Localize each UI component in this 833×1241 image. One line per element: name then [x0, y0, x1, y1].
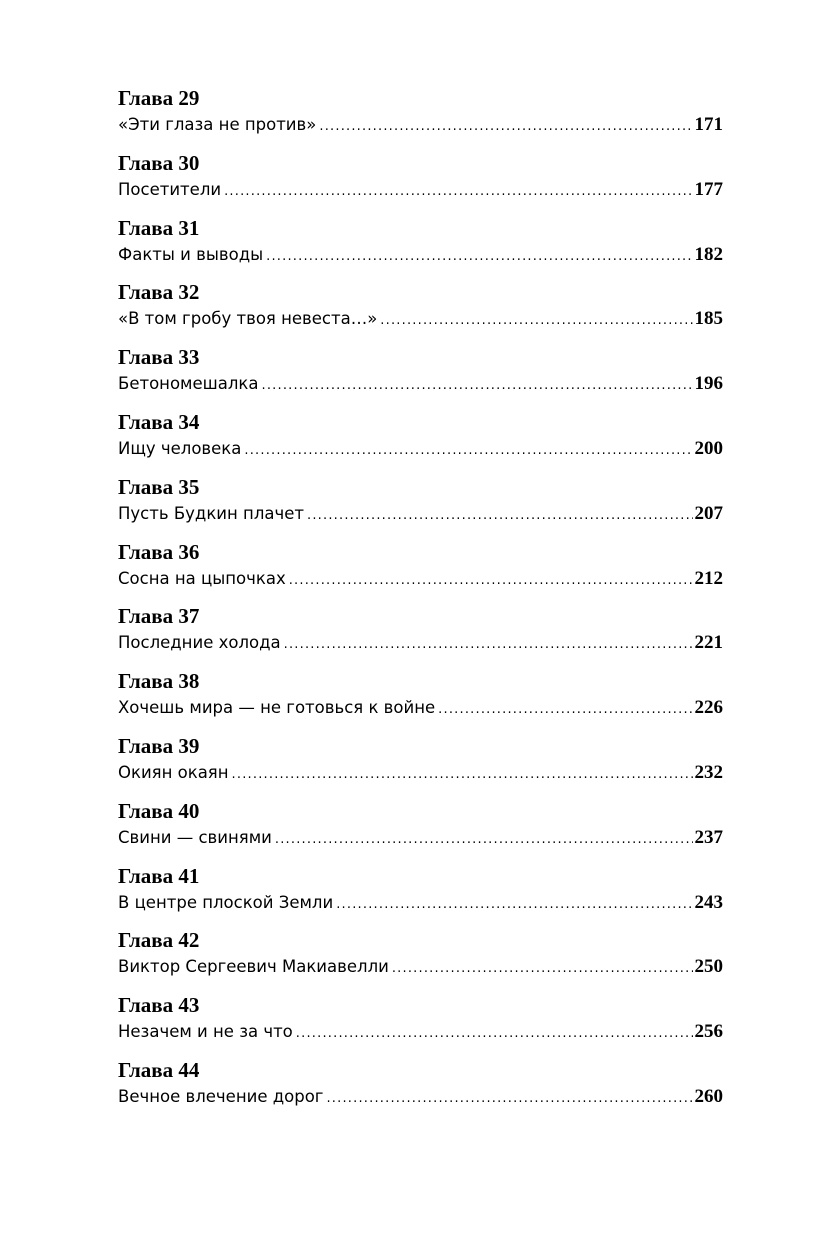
dot-leader [266, 244, 692, 270]
page-number: 250 [694, 956, 723, 978]
dot-leader [326, 1086, 692, 1112]
chapter-title: Хочешь мира — не готовься к войне [118, 698, 436, 718]
toc-line [118, 177, 723, 203]
page-number: 171 [694, 114, 723, 135]
chapter-title: Виктор Сергеевич Макиавелли [118, 957, 389, 977]
toc-entry [118, 473, 723, 538]
toc-entry [118, 408, 723, 473]
toc-line [118, 436, 723, 462]
toc-entry [118, 667, 723, 732]
toc-entry [118, 149, 723, 214]
chapter-heading: Глава 44 [118, 1057, 200, 1082]
toc-line [118, 112, 723, 138]
toc-line [118, 630, 723, 656]
toc-line [118, 760, 723, 786]
dot-leader [336, 892, 692, 918]
toc-entry [118, 862, 723, 927]
chapter-heading: Глава 34 [118, 409, 200, 434]
toc-entry [118, 278, 723, 343]
page-number: 207 [694, 502, 723, 524]
dot-leader [284, 632, 693, 658]
page-number: 237 [694, 826, 723, 848]
chapter-heading: Глава 40 [118, 798, 200, 823]
chapter-title: Последние холода [118, 633, 281, 653]
chapter-heading: Глава 43 [118, 993, 200, 1018]
chapter-heading: Глава 30 [118, 150, 200, 175]
chapter-heading: Глава 32 [118, 280, 200, 305]
toc-entry [118, 602, 723, 667]
chapter-title: Незачем и не за что [118, 1022, 293, 1042]
toc-line [118, 501, 723, 527]
chapter-title: Окиян окаян [118, 762, 229, 782]
chapter-title: Посетители [118, 179, 222, 199]
chapter-heading: Глава 36 [118, 539, 200, 564]
page-number: 243 [694, 891, 723, 913]
toc-entry [118, 991, 723, 1056]
chapter-heading: Глава 41 [118, 863, 200, 888]
dot-leader [224, 179, 692, 205]
dot-leader [232, 762, 693, 788]
dot-leader [289, 568, 693, 594]
chapter-heading: Глава 35 [118, 474, 200, 499]
chapter-heading: Глава 42 [118, 928, 200, 953]
page-number: 196 [694, 373, 723, 395]
dot-leader [319, 114, 692, 140]
chapter-heading: Глава 39 [118, 733, 200, 758]
page-number: 200 [694, 437, 723, 459]
page-number: 256 [694, 1021, 723, 1043]
toc-line [118, 1084, 723, 1110]
toc-line [118, 954, 723, 980]
chapter-title: Пусть Будкин плачет [118, 503, 304, 523]
toc-line [118, 306, 723, 332]
toc-line [118, 371, 723, 397]
chapter-heading: Глава 31 [118, 215, 200, 240]
dot-leader [380, 308, 692, 334]
table-of-contents [118, 84, 723, 1121]
toc-line [118, 1019, 723, 1045]
chapter-title: Ищу человека [118, 438, 242, 458]
page-number: 212 [694, 567, 723, 589]
dot-leader [244, 438, 692, 464]
chapter-heading: Глава 38 [118, 669, 200, 694]
toc-entry [118, 797, 723, 862]
chapter-title: Факты и выводы [118, 244, 264, 264]
toc-entry [118, 926, 723, 991]
page-number: 185 [694, 308, 723, 330]
toc-line [118, 825, 723, 851]
chapter-title: Сосна на цыпочках [118, 568, 286, 588]
chapter-title: Бетономешалка [118, 374, 259, 394]
toc-line [118, 890, 723, 916]
toc-entry [118, 84, 723, 149]
chapter-title: Вечное влечение дорог [118, 1086, 324, 1106]
toc-line [118, 566, 723, 592]
page-number: 177 [694, 178, 723, 200]
page-number: 221 [694, 632, 723, 654]
page-number: 182 [694, 243, 723, 265]
chapter-heading: Глава 29 [118, 86, 200, 110]
toc-entry [118, 214, 723, 279]
toc-line [118, 242, 723, 268]
dot-leader [307, 503, 693, 529]
chapter-title: В центре плоской Земли [118, 892, 334, 912]
chapter-heading: Глава 33 [118, 345, 200, 370]
toc-entry [118, 732, 723, 797]
page-number: 260 [694, 1085, 723, 1107]
chapter-title: «В том гробу твоя невеста…» [118, 309, 378, 329]
chapter-heading: Глава 37 [118, 604, 200, 629]
page-number: 226 [694, 697, 723, 719]
toc-entry [118, 538, 723, 603]
toc-entry [118, 1056, 723, 1121]
toc-entry [118, 343, 723, 408]
dot-leader [438, 697, 692, 723]
dot-leader [296, 1021, 693, 1047]
toc-line [118, 695, 723, 721]
dot-leader [275, 827, 693, 853]
dot-leader [262, 373, 693, 399]
chapter-title: «Эти глаза не против» [118, 115, 317, 134]
chapter-title: Свини — свинями [118, 827, 272, 847]
page-number: 232 [694, 761, 723, 783]
dot-leader [392, 956, 693, 982]
